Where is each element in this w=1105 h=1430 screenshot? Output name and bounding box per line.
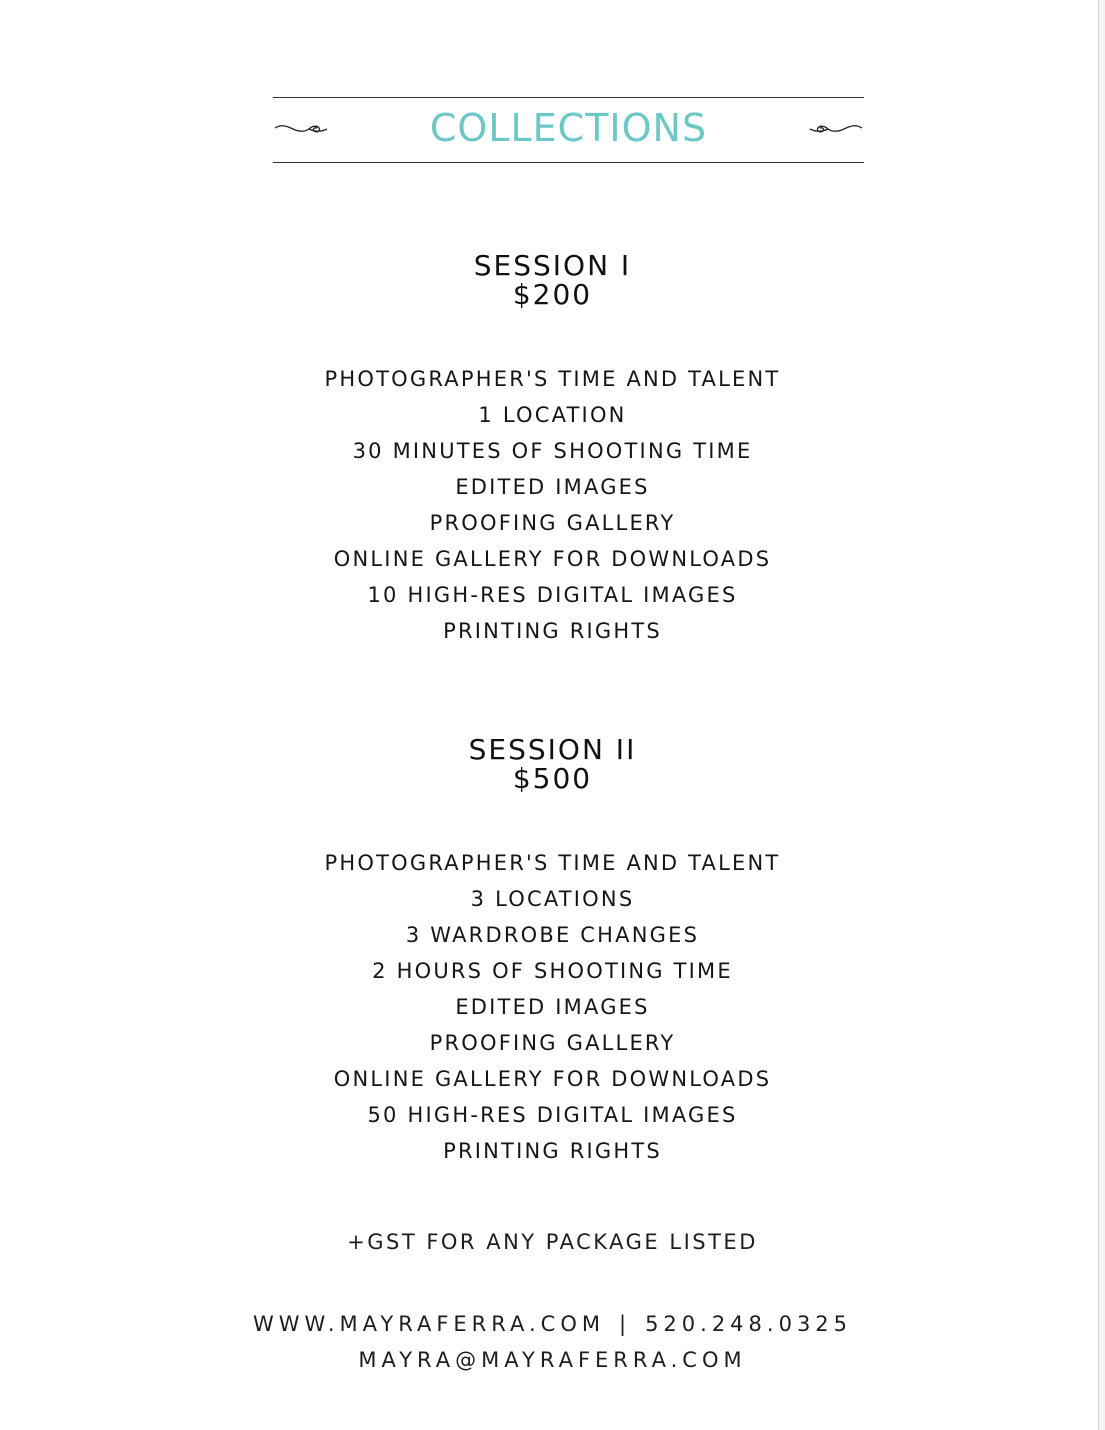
feature-item: EDITED IMAGES — [455, 475, 650, 499]
tax-note: +GST FOR ANY PACKAGE LISTED — [347, 1230, 758, 1254]
phone-number[interactable]: 520.248.0325 — [645, 1312, 853, 1336]
feature-item: 50 HIGH-RES DIGITAL IMAGES — [367, 1103, 738, 1127]
feature-list — [0, 361, 1105, 649]
feature-item: EDITED IMAGES — [455, 995, 650, 1019]
feature-item: PHOTOGRAPHER'S TIME AND TALENT — [324, 367, 781, 391]
feature-item: PRINTING RIGHTS — [443, 1139, 662, 1163]
feature-item: 30 MINUTES OF SHOOTING TIME — [352, 439, 753, 463]
session-two — [0, 735, 1105, 1169]
session-name: SESSION I — [473, 249, 632, 282]
feature-list — [0, 845, 1105, 1169]
feature-item: 2 HOURS OF SHOOTING TIME — [372, 959, 733, 983]
feature-item: PRINTING RIGHTS — [443, 619, 662, 643]
contact-line — [0, 1308, 1105, 1340]
feature-item: 1 LOCATION — [478, 403, 627, 427]
feature-item: PROOFING GALLERY — [429, 511, 676, 535]
session-price: $200 — [512, 278, 593, 311]
email-link[interactable]: MAYRA@MAYRAFERRA.COM — [358, 1348, 747, 1372]
flourish-icon — [808, 118, 864, 138]
feature-item: 3 LOCATIONS — [470, 887, 635, 911]
page-edge — [1098, 0, 1105, 1430]
feature-item: PROOFING GALLERY — [429, 1031, 676, 1055]
feature-item: PHOTOGRAPHER'S TIME AND TALENT — [324, 851, 781, 875]
separator: | — [618, 1312, 632, 1336]
session-one — [0, 251, 1105, 649]
feature-item: 10 HIGH-RES DIGITAL IMAGES — [367, 583, 738, 607]
session-name: SESSION II — [468, 733, 637, 766]
feature-item: ONLINE GALLERY FOR DOWNLOADS — [333, 547, 772, 571]
website-link[interactable]: WWW.MAYRAFERRA.COM — [252, 1312, 605, 1336]
feature-item: ONLINE GALLERY FOR DOWNLOADS — [333, 1067, 772, 1091]
feature-item: 3 WARDROBE CHANGES — [405, 923, 700, 947]
collections-header — [273, 97, 864, 163]
page-title: COLLECTIONS — [429, 106, 708, 150]
session-price: $500 — [512, 762, 593, 795]
